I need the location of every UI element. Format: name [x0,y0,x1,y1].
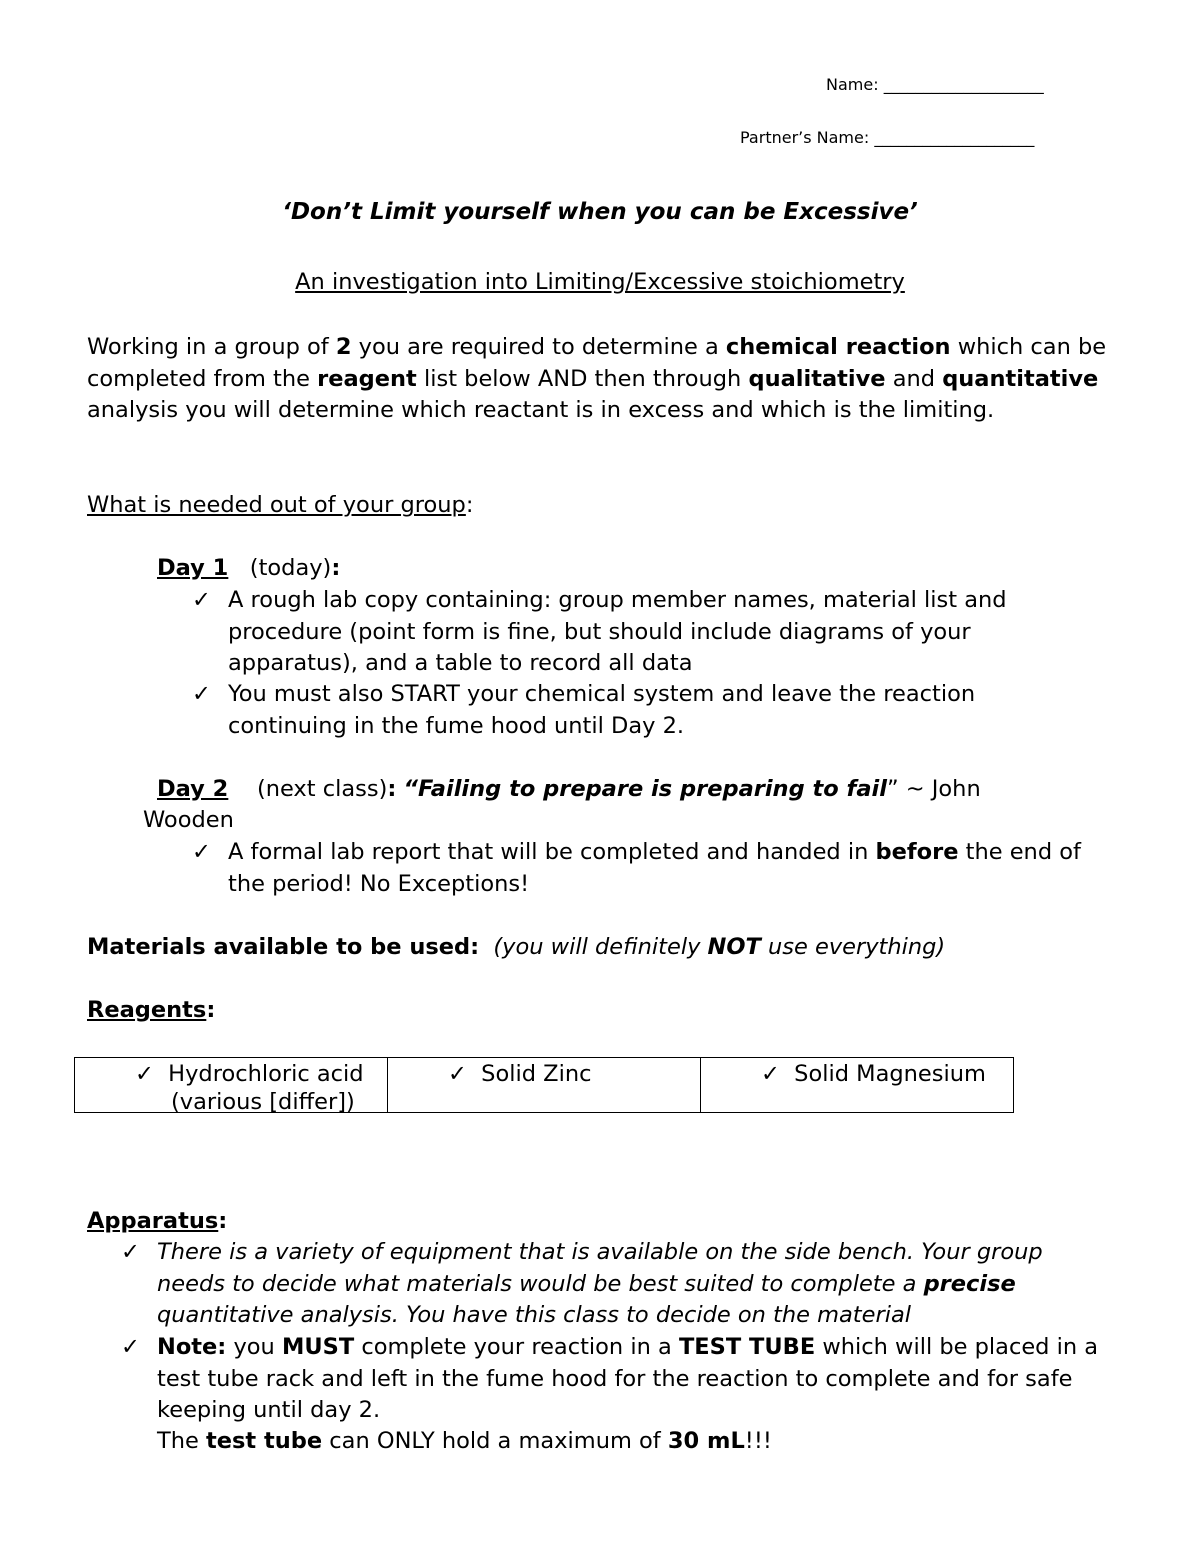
reagent-term: reagent [317,365,417,392]
day2-item-text: A formal lab report that will be completed and handed in [228,839,876,865]
day1-heading [157,553,340,585]
materials-note: use everything) [760,934,946,960]
check-icon: ✓ [192,839,211,865]
reagent-zinc: Solid Zinc [481,1061,592,1087]
intro-text: list below AND then through [416,365,749,392]
intro-paragraph [87,332,1127,427]
intro-text: analysis you will determine which reactant is in excess and which is the limiting. [87,397,995,423]
day2-quote: “Failing to prepare is preparing to fail [403,776,887,802]
reagent-hcl-note: (various [differ]) [171,1089,355,1115]
apparatus-colon: : [218,1208,228,1234]
partner-name-line: ____________________ [874,128,1035,147]
day1-item-2-text: You must also START your chemical system and leave the reaction continuing in the fume hood until Day 2. [228,681,976,739]
document-title: ‘Don’t Limit yourself when you can be Excessive’ [282,199,918,225]
name-field [826,75,1044,94]
intro-text: Working in a group of [87,334,336,360]
intro-text: you are required to determine a [351,334,726,360]
reagent-cell-zinc [388,1058,701,1113]
check-icon: ✓ [121,1239,140,1265]
reagents-heading [87,995,215,1027]
apparatus-item-1 [121,1237,1107,1332]
partner-name-field [740,128,1034,147]
test-tube-capacity [157,1426,772,1458]
name-label: Name: [826,75,879,94]
needed-colon: : [465,492,474,518]
reagent-cell-magnesium [701,1058,1014,1113]
reagents-label: Reagents [87,997,207,1023]
precise-term: precise [923,1270,1016,1297]
reagent-magnesium: Solid Magnesium [794,1061,986,1087]
day1-item-2 [192,679,1088,742]
before-term: before [875,839,959,865]
reagent-cell-hcl [75,1058,388,1113]
check-icon: ✓ [135,1061,154,1087]
capacity-text: !!! [744,1428,772,1454]
qualitative-term: qualitative [748,365,886,392]
apparatus-item-2-text: complete your reaction in a [354,1334,679,1360]
day2-author: Wooden [143,807,234,833]
apparatus-label: Apparatus [87,1208,219,1234]
quantitative-term: quantitative [942,365,1099,392]
document-subtitle: An investigation into Limiting/Excessive stoichiometry [295,269,905,295]
intro-text: which can be completed from the [87,334,1107,392]
note-label: Note: [157,1334,227,1360]
apparatus-item-1-text: There is a variety of equipment that is available on the side bench. Your group needs to decide what materials would be best suited to complete a [157,1239,1043,1297]
needed-heading [87,490,473,522]
chemical-reaction-term: chemical reaction [725,334,951,360]
day2-note: (next class) [256,776,388,802]
check-icon: ✓ [448,1061,467,1087]
check-icon: ✓ [121,1334,140,1360]
materials-label: Materials available to be used: [87,934,480,960]
check-icon: ✓ [761,1061,780,1087]
check-icon: ✓ [192,587,211,613]
day2-item-text: the end of the period! No Exceptions! [228,839,1081,897]
day2-item-1 [192,837,1108,900]
day2-label: Day 2 [157,776,229,802]
group-size: 2 [335,334,352,360]
day1-note: (today) [249,555,332,581]
capacity-text: can ONLY hold a maximum of [322,1428,668,1454]
apparatus-item-2-text: you [226,1334,282,1360]
day1-colon: : [331,555,341,581]
partner-name-label: Partner’s Name: [740,128,870,147]
day1-label: Day 1 [157,555,229,581]
needed-heading-text: What is needed out of your group [87,492,466,518]
materials-not: NOT [707,934,761,960]
reagents-table [74,1057,1014,1113]
intro-text: and [885,365,943,392]
apparatus-heading [87,1206,227,1238]
day1-item-1 [192,585,1088,680]
day1-item-1-text: A rough lab copy containing: group member names, material list and procedure (point form is fine, but should include diagrams of your apparatus), and a table to record all data [228,587,1007,676]
day2-quote-end: ” ~ John [886,776,981,802]
reagent-hcl: Hydrochloric acid [168,1061,364,1087]
test-tube-term: TEST TUBE [678,1334,816,1360]
apparatus-item-2 [121,1332,1127,1427]
capacity-value: 30 mL [667,1428,745,1454]
materials-note: (you will definitely [493,934,708,960]
apparatus-item-1-text: quantitative analysis. You have this class to decide on the material [157,1302,912,1328]
check-icon: ✓ [192,681,211,707]
name-line: ____________________ [883,75,1044,94]
day2-heading [157,774,981,806]
day2-colon: : [387,776,397,802]
capacity-text: The [157,1428,206,1454]
reagents-colon: : [206,997,216,1023]
materials-heading [87,932,945,964]
test-tube-term: test tube [206,1428,323,1454]
apparatus-item-2-text: which will be placed in a test tube rack and left in the fume hood for the reaction to complete and for safe keeping until day 2. [157,1334,1099,1423]
must-term: MUST [281,1334,355,1360]
